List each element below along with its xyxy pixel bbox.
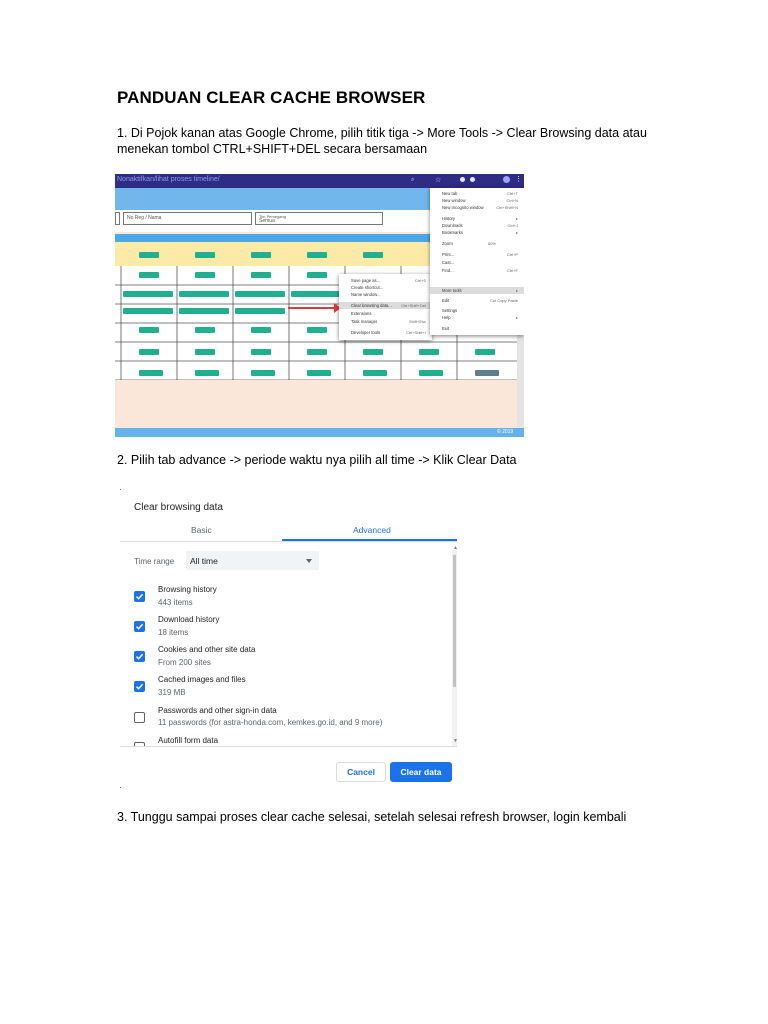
star-icon: ☆ — [435, 177, 442, 184]
table-button — [363, 349, 383, 355]
menu-shortcut: Ctrl+J — [507, 223, 518, 228]
tab-advanced[interactable]: Advanced — [353, 525, 391, 535]
dropdown-label: Tim Pemegang — [259, 214, 286, 219]
table-button — [307, 327, 327, 333]
item-name: Cached images and files — [158, 675, 246, 684]
chevron-down-icon — [306, 559, 312, 563]
cancel-button[interactable]: Cancel — [336, 762, 386, 782]
table-button — [139, 327, 159, 333]
menu-item: Downloads — [442, 223, 463, 228]
table-button — [139, 349, 159, 355]
table-button — [475, 370, 499, 376]
table-button — [251, 327, 271, 333]
more-tools-submenu — [339, 274, 432, 340]
scroll-up-icon[interactable]: ▲ — [453, 545, 458, 551]
menu-item: Settings — [442, 308, 458, 313]
menu-shortcut: Ctrl+F — [507, 268, 518, 273]
table-button — [139, 370, 163, 376]
table-button — [307, 272, 327, 278]
menu-item: Exit — [442, 326, 449, 331]
table-button — [419, 349, 439, 355]
checkbox-cookies[interactable] — [134, 651, 145, 662]
check-icon — [135, 682, 144, 691]
menu-item: Task manager — [351, 319, 378, 324]
item-detail: 319 MB — [158, 688, 186, 697]
table-button — [139, 252, 159, 258]
table-button — [195, 272, 215, 278]
menu-shortcut: Ctrl+S — [414, 278, 426, 283]
item-name: Autofill form data — [158, 736, 219, 745]
browser-top-bar — [115, 174, 524, 188]
table-button — [251, 252, 271, 258]
item-name: Passwords and other sign-in data — [158, 706, 277, 715]
document-title: PANDUAN CLEAR CACHE BROWSER — [117, 88, 426, 107]
extension-icon — [470, 177, 475, 182]
menu-item: Help — [442, 315, 451, 320]
avatar — [503, 176, 510, 183]
menu-shortcut: Ctrl+Shift+Del — [401, 303, 426, 308]
table-button — [235, 291, 285, 297]
table-button — [195, 327, 215, 333]
menu-item: Bookmarks — [442, 230, 463, 235]
step-3-text: 3. Tunggu sampai proses clear cache selesai, setelah selesai refresh browser, login kembali — [117, 810, 627, 824]
checkbox-browsing-history[interactable] — [134, 591, 145, 602]
menu-item: Find... — [442, 268, 454, 273]
menu-shortcut: Ctrl+Shift+N — [496, 205, 518, 210]
item-detail: 18 items — [158, 628, 189, 637]
table-button — [195, 252, 215, 258]
table-button — [195, 370, 219, 376]
item-name: Browsing history — [158, 585, 217, 594]
table-button — [307, 349, 327, 355]
table-button — [123, 291, 173, 297]
item-name: Download history — [158, 615, 220, 624]
menu-arrow: ▸ — [515, 216, 518, 221]
step-1-text: 1. Di Pojok kanan atas Google Chrome, pilih titik tiga -> More Tools -> Clear Browsing data atau menekan tombol CTRL+SHIFT+DEL secara bersamaan — [117, 126, 647, 156]
check-icon — [135, 652, 144, 661]
page-footer — [115, 428, 524, 437]
table-button — [307, 370, 331, 376]
menu-shortcut: Ctrl+P — [506, 252, 518, 257]
tab-divider — [120, 541, 457, 542]
checkbox-passwords[interactable] — [134, 712, 145, 723]
table-button — [251, 272, 271, 278]
table-button — [251, 349, 271, 355]
menu-shortcut: Shift+Esc — [408, 319, 426, 324]
check-icon — [135, 592, 144, 601]
red-arrow — [288, 307, 336, 309]
chrome-main-menu — [430, 188, 524, 335]
item-name: Cookies and other site data — [158, 645, 256, 654]
edit-actions: Cut Copy Paste — [489, 298, 518, 303]
chrome-menu-screenshot — [115, 174, 524, 437]
zoom-level: 80% — [487, 241, 496, 246]
menu-item: Developer tools — [351, 330, 381, 335]
menu-arrow: ▸ — [515, 230, 518, 235]
menu-item: History — [442, 216, 456, 221]
bullet-mark: · — [119, 782, 122, 792]
scrollbar-thumb[interactable] — [453, 555, 456, 687]
item-detail: 443 items — [158, 598, 193, 607]
table-button — [291, 291, 341, 297]
menu-item-clear-browsing-data: Clear browsing data... — [351, 303, 392, 308]
menu-item: Name window... — [351, 292, 381, 297]
footer-copyright: © 2019 — [497, 429, 514, 435]
table-button — [139, 272, 159, 278]
menu-item-zoom: Zoom — [442, 241, 453, 246]
table-button — [179, 291, 229, 297]
data-type-list — [120, 580, 456, 746]
table-button — [123, 308, 173, 314]
clear-data-button[interactable]: Clear data — [390, 762, 452, 782]
menu-item: New window — [442, 198, 466, 203]
search-input: No Reg / Nama — [123, 212, 252, 225]
checkbox-cached-images[interactable] — [134, 681, 145, 692]
top-bar-text: Nonaktifkan/lihat proses timeline/ — [117, 176, 220, 183]
menu-shortcut: Ctrl+N — [506, 198, 518, 203]
menu-item: Save page as... — [351, 278, 381, 283]
dropdown-value: Semua — [259, 218, 275, 224]
team-dropdown — [255, 212, 383, 225]
table-button — [363, 370, 387, 376]
item-detail: From 200 sites — [158, 658, 211, 667]
search-icon: ⌕ — [411, 177, 415, 183]
three-dots-icon: ⋮ — [515, 176, 522, 183]
table-button — [235, 308, 285, 314]
menu-item-more-tools: More tools — [442, 288, 462, 293]
check-icon — [135, 622, 144, 631]
checkbox-download-history[interactable] — [134, 621, 145, 632]
filter-box — [115, 212, 120, 225]
menu-item: Cast... — [442, 260, 455, 265]
menu-arrow: ▸ — [515, 288, 518, 293]
menu-item: New Incognito window — [442, 205, 484, 210]
menu-item: Extensions — [351, 311, 372, 316]
table-button — [179, 308, 229, 314]
table-button — [475, 349, 495, 355]
menu-item: New tab — [442, 191, 458, 196]
menu-item: Edit — [442, 298, 450, 303]
scroll-down-icon[interactable]: ▼ — [453, 738, 458, 744]
time-range-label: Time range — [134, 557, 175, 566]
menu-shortcut: Ctrl+T — [507, 191, 518, 196]
table-button — [251, 370, 275, 376]
table-button — [419, 370, 443, 376]
bullet-mark: · — [119, 484, 122, 494]
table-button — [195, 349, 215, 355]
menu-item: Create shortcut... — [351, 285, 384, 290]
step-2-text: 2. Pilih tab advance -> periode waktu nya pilih all time -> Klik Clear Data — [117, 453, 517, 467]
footer-divider — [120, 746, 457, 747]
menu-arrow: ▸ — [515, 315, 518, 320]
dialog-title: Clear browsing data — [134, 502, 223, 513]
extension-icon — [460, 177, 465, 182]
menu-shortcut: Ctrl+Shift+I — [405, 330, 426, 335]
time-range-value: All time — [190, 556, 218, 566]
tab-basic[interactable]: Basic — [191, 525, 212, 535]
menu-item: Print... — [442, 252, 455, 257]
table-button — [307, 252, 327, 258]
item-detail: 11 passwords (for astra-honda.com, kemkes.go.id, and 9 more) — [158, 718, 383, 727]
table-button — [363, 252, 383, 258]
time-range-select[interactable] — [186, 551, 319, 570]
